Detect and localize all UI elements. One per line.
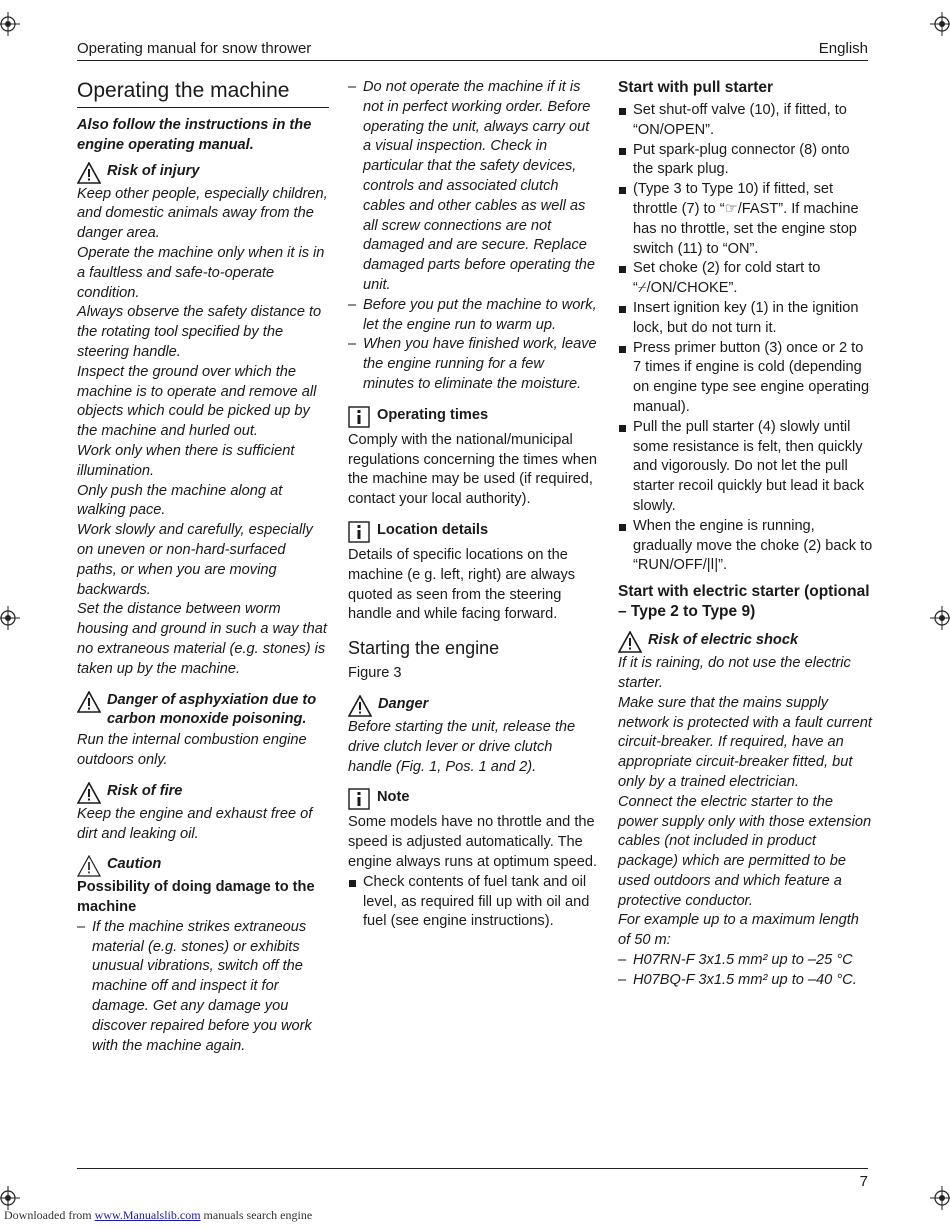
- column-right: [618, 78, 873, 991]
- warning-triangle-icon: [77, 162, 101, 184]
- warning-triangle-icon: [77, 691, 101, 713]
- bullet-item: When the engine is running, gradually move the choke (2) back to “RUN/OFF/|ǀ|”.: [618, 517, 873, 576]
- warning-triangle-icon: [77, 782, 101, 804]
- figure-reference: Figure 3: [348, 665, 402, 682]
- dash-item: – H07BQ-F 3x1.5 mm² up to –40 °C.: [618, 971, 873, 991]
- column-left: [77, 78, 329, 1056]
- dash-item: – If the machine strikes extraneous material (e.g. stones) or exhibits unusual vibrations, switch off the machine off and inspect it for damage. Get any damage you discover repaired before you work with the machine again.: [77, 918, 329, 1057]
- dash-item: – Do not operate the machine if it is not in perfect working order. Before operating the unit, always carry out a visual inspection. Check in particular that the safety devices, controls and associated clutch cables and other cables as well as all screw connections are not damaged and are secure. Replace damaged parts before operating the unit.: [348, 78, 598, 296]
- info-note: [348, 788, 598, 810]
- paragraph: Keep other people, especially children, and domestic animals away from the danger area.: [77, 185, 328, 242]
- download-credit: [4, 1208, 312, 1223]
- download-prefix: Downloaded from: [4, 1208, 92, 1222]
- bullet-item: Set shut-off valve (10), if fitted, to “ON/OPEN”.: [618, 101, 873, 141]
- manualslib-link[interactable]: www.Manualslib.com: [94, 1208, 201, 1222]
- paragraph: Set the distance between worm housing and ground in such a way that no extraneous material (e.g. stones) is taken up by the machine.: [77, 601, 327, 677]
- paragraph: Before starting the unit, release the drive clutch lever or drive clutch handle (Fig. 1, Pos. 1 and 2).: [348, 718, 576, 775]
- paragraph: Inspect the ground over which the machine is to operate and remove all objects which could be picked up by the machine and hurled out.: [77, 363, 317, 440]
- info-icon: [348, 788, 370, 810]
- paragraph: Comply with the national/municipal regulations concerning the times when the machine may be used (if required, contact your local authority).: [348, 431, 598, 508]
- dash-item: – Before you put the machine to work, let the engine run to warm up.: [348, 296, 598, 336]
- header-title: Operating manual for snow thrower: [77, 40, 312, 57]
- warning-caution: [77, 855, 329, 877]
- paragraph: Work only when there is sufficient illumination.: [77, 442, 295, 479]
- bullet-item: Set choke (2) for cold start to “⌿/ON/CHOKE”.: [618, 259, 873, 299]
- footer-rule: [77, 1168, 868, 1169]
- paragraph: Connect the electric starter to the power supply only with those extension cables (not included in product package) which are permitted to be used outdoors and which feature a protective conductor.: [618, 793, 872, 909]
- bullet-item: Insert ignition key (1) in the ignition lock, but do not turn it.: [618, 299, 873, 339]
- paragraph: Make sure that the mains supply network is protected with a fault current circuit-breaker. If required, have an appropriate circuit-breaker fitted, but only by a trained electrician.: [618, 694, 872, 790]
- section-title: Start with electric starter (optional – Type 2 to Type 9): [618, 583, 870, 621]
- paragraph: Details of specific locations on the machine (e g. left, right) are always quoted as seen from the steering handle and while facing forward.: [348, 546, 576, 623]
- warning-danger: [348, 695, 598, 717]
- info-title: Location details: [377, 521, 489, 538]
- warning-title: Risk of fire: [107, 782, 183, 799]
- info-operating-times: [348, 406, 598, 428]
- registration-mark: [930, 12, 950, 36]
- warning-title: Caution: [107, 856, 162, 873]
- registration-mark: [0, 12, 20, 36]
- warning-title: Danger of asphyxiation due to carbon monoxide poisoning.: [107, 691, 317, 728]
- intro-note: Also follow the instructions in the engine operating manual.: [77, 117, 312, 153]
- bullet-item: Pull the pull starter (4) slowly until some resistance is felt, then quickly and vigorously. Do not let the pull starter recoil quickly but lead it back slowly.: [618, 418, 873, 517]
- page-number: 7: [859, 1173, 868, 1190]
- warning-triangle-icon: [77, 855, 101, 877]
- dash-item: – When you have finished work, leave the engine running for a few minutes to eliminate the moisture.: [348, 335, 598, 394]
- warning-title: Risk of electric shock: [648, 632, 799, 649]
- registration-mark: [0, 1186, 20, 1210]
- paragraph: Only push the machine along at walking pace.: [77, 482, 283, 519]
- section-title: Starting the engine: [348, 638, 500, 659]
- warning-asphyxiation: [77, 691, 329, 731]
- info-location: [348, 521, 598, 543]
- warning-triangle-icon: [618, 631, 642, 653]
- info-icon: [348, 521, 370, 543]
- paragraph: Run the internal combustion engine outdoors only.: [77, 732, 307, 768]
- info-title: Note: [377, 789, 410, 806]
- download-suffix: manuals search engine: [203, 1208, 313, 1222]
- paragraph: Keep the engine and exhaust free of dirt and leaking oil.: [77, 805, 313, 842]
- bullet-item: Put spark-plug connector (8) onto the spark plug.: [618, 141, 873, 181]
- registration-mark: [0, 606, 20, 630]
- section-title: Start with pull starter: [618, 79, 774, 96]
- paragraph: For example up to a maximum length of 50 m:: [618, 912, 859, 949]
- paragraph: Some models have no throttle and the speed is adjusted automatically. The engine always runs at optimum speed.: [348, 814, 598, 870]
- registration-mark: [930, 606, 950, 630]
- paragraph: Operate the machine only when it is in a faultless and safe-to-operate condition.: [77, 244, 325, 301]
- warning-fire: [77, 782, 329, 804]
- warning-title: Danger: [378, 695, 429, 712]
- paragraph: Always observe the safety distance to the rotating tool specified by the steering handle.: [77, 304, 322, 360]
- warning-title: Risk of injury: [107, 162, 200, 179]
- section-title: Operating the machine: [77, 78, 329, 108]
- registration-mark: [930, 1186, 950, 1210]
- page-header: [77, 38, 868, 61]
- bullet-item: Press primer button (3) once or 2 to 7 times if engine is cold (depending on engine type see engine operating manual).: [618, 339, 873, 418]
- dash-item: – H07RN-F 3x1.5 mm² up to –25 °C: [618, 951, 873, 971]
- warning-triangle-icon: [348, 695, 372, 717]
- warning-electric-shock: [618, 631, 873, 653]
- warning-injury: [77, 162, 329, 184]
- bullet-item: (Type 3 to Type 10) if fitted, set throttle (7) to “☞/FAST”. If machine has no throttle, set the engine stop switch (11) to “ON”.: [618, 180, 873, 259]
- paragraph: Work slowly and carefully, especially on uneven or non-hard-surfaced paths, or when you are moving backwards.: [77, 522, 313, 598]
- column-middle: [348, 78, 598, 932]
- paragraph: If it is raining, do not use the electric starter.: [618, 655, 851, 691]
- info-icon: [348, 406, 370, 428]
- info-title: Operating times: [377, 406, 489, 423]
- caution-subtitle: Possibility of doing damage to the machine: [77, 879, 315, 916]
- bullet-item: Check contents of fuel tank and oil level, as required fill up with oil and fuel (see engine instructions).: [348, 873, 598, 932]
- header-language: English: [818, 40, 868, 57]
